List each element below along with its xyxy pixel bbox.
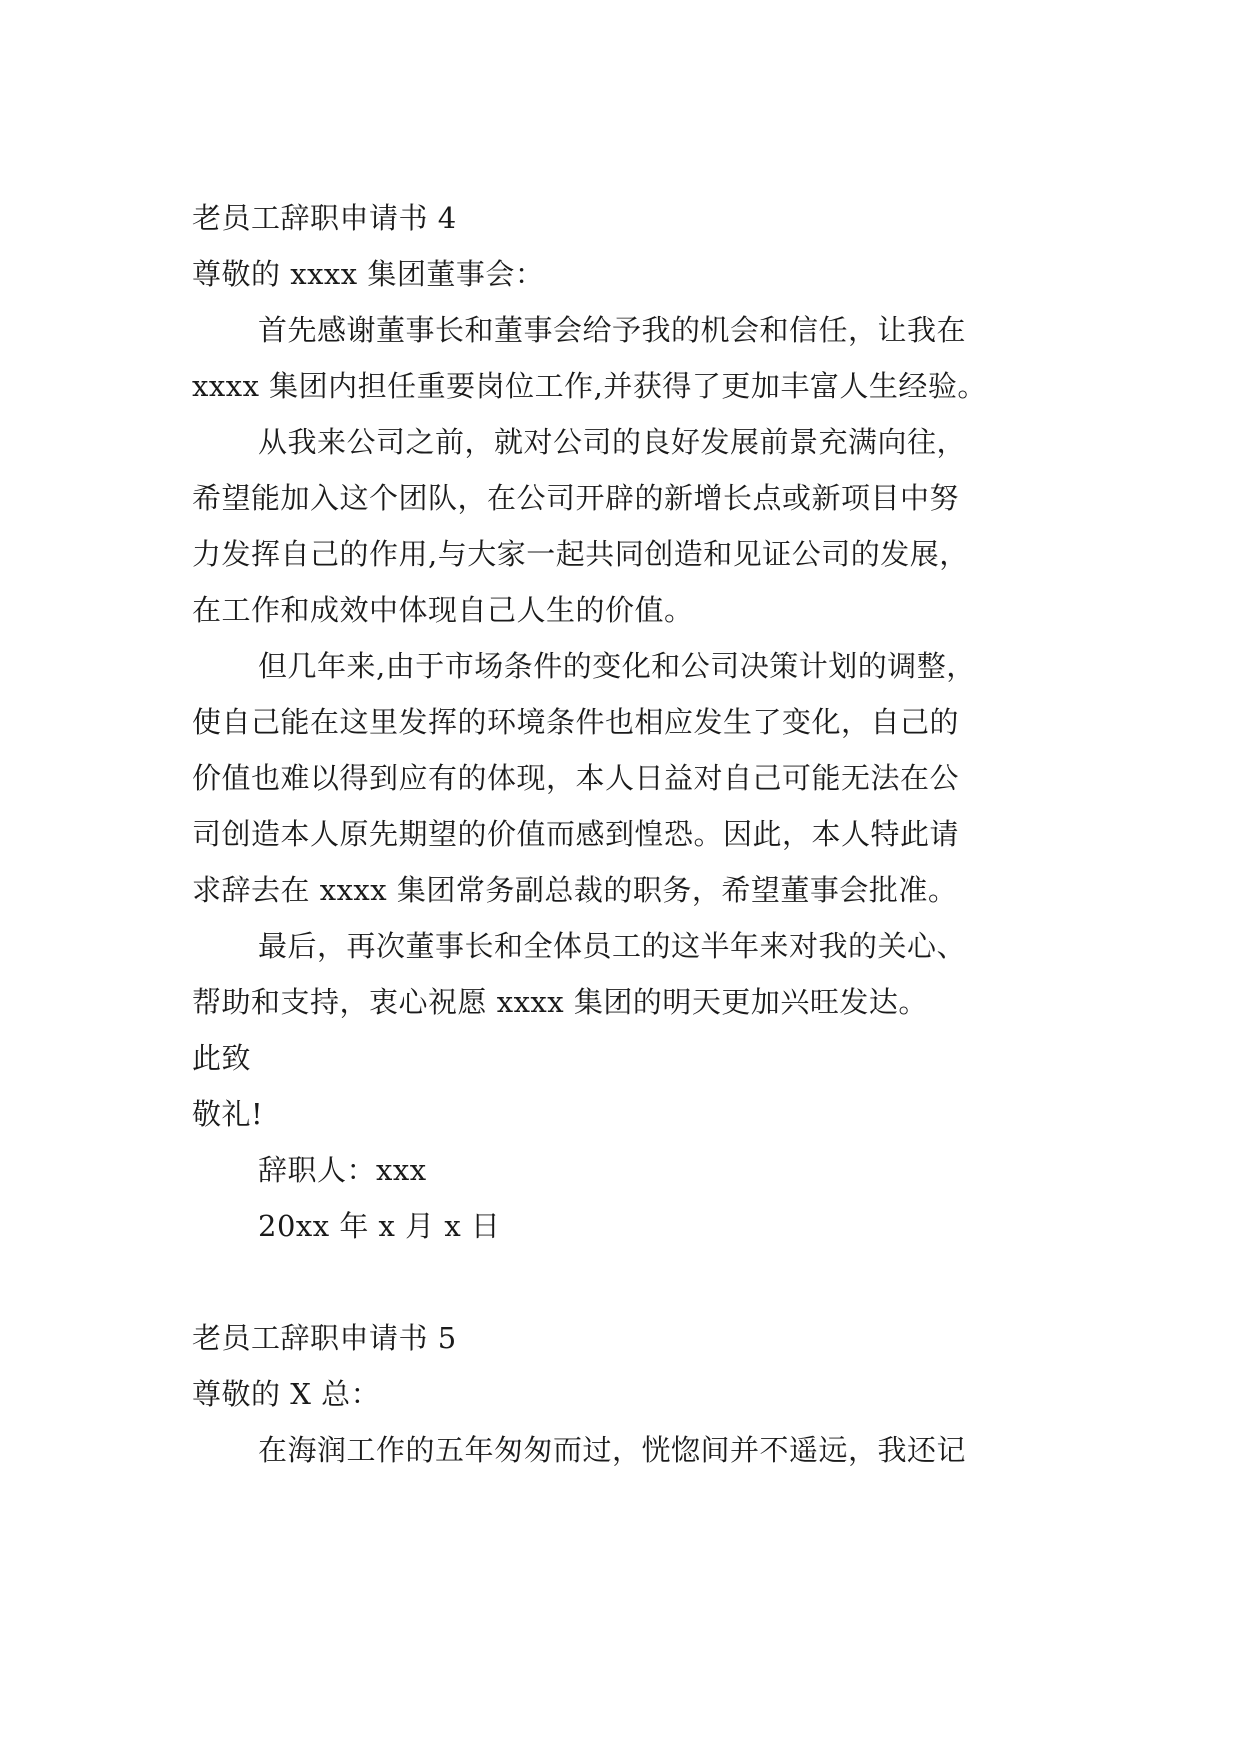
- letter4-body-line: 首先感谢董事长和董事会给予我的机会和信任，让我在: [258, 313, 967, 347]
- letter4-body-line: 希望能加入这个团队，在公司开辟的新增长点或新项目中努: [192, 481, 960, 515]
- letter4-body-line: 求辞去在 xxxx 集团常务副总裁的职务，希望董事会批准。: [192, 873, 958, 907]
- letter5-salutation: 尊敬的 X 总：: [192, 1377, 381, 1411]
- letter5-body-line: 在海润工作的五年匆匆而过，恍惚间并不遥远，我还记: [258, 1433, 967, 1467]
- letter4-date: 20xx 年 x 月 x 日: [258, 1209, 501, 1243]
- letter4-body-line: 价值也难以得到应有的体现，本人日益对自己可能无法在公: [192, 761, 960, 795]
- letter4-closing-2: 敬礼!: [192, 1097, 264, 1131]
- letter4-body-line: 从我来公司之前，就对公司的良好发展前景充满向往，: [258, 425, 967, 459]
- letter4-salutation: 尊敬的 xxxx 集团董事会：: [192, 257, 545, 291]
- letter4-body-line: 最后，再次董事长和全体员工的这半年来对我的关心、: [258, 929, 967, 963]
- letter5-title: 老员工辞职申请书 5: [192, 1321, 457, 1355]
- letter4-body-line: 在工作和成效中体现自己人生的价值。: [192, 593, 694, 627]
- letter4-body-line: 但几年来,由于市场条件的变化和公司决策计划的调整，: [258, 649, 976, 683]
- letter4-signer: 辞职人：xxx: [258, 1153, 427, 1187]
- letter4-body-line: 使自己能在这里发挥的环境条件也相应发生了变化，自己的: [192, 705, 960, 739]
- letter4-title: 老员工辞职申请书 4: [192, 201, 457, 235]
- letter4-closing-1: 此致: [192, 1041, 252, 1075]
- letter4-body-line: 帮助和支持，衷心祝愿 xxxx 集团的明天更加兴旺发达。: [192, 985, 928, 1019]
- letter4-body-line: xxxx 集团内担任重要岗位工作,并获得了更加丰富人生经验。: [192, 369, 987, 403]
- letter4-body-line: 力发挥自己的作用,与大家一起共同创造和见证公司的发展，: [192, 537, 969, 571]
- letter4-body-line: 司创造本人原先期望的价值而感到惶恐。因此，本人特此请: [192, 817, 960, 851]
